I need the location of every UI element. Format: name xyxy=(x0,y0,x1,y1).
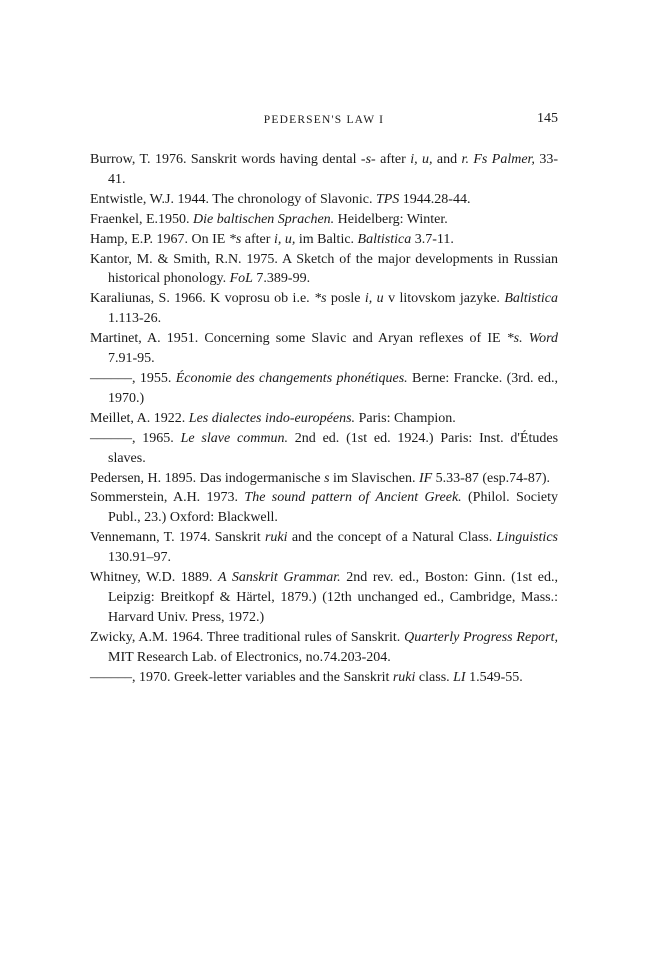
reference-italic-text: Le slave commun. xyxy=(180,430,288,446)
reference-italic-text: r. Fs Palmer, xyxy=(461,152,535,167)
reference-text: im Baltic. xyxy=(295,231,358,247)
reference-text: 1.549-55. xyxy=(465,669,523,685)
reference-entry xyxy=(90,329,558,369)
reference-text: ––––––, 1970. Greek-letter variables and the Sanskrit xyxy=(90,669,393,685)
reference-text: Sommerstein, A.H. 1973. xyxy=(90,490,245,506)
reference-text: 130.91–97. xyxy=(108,550,171,566)
reference-text: 7.91-95. xyxy=(108,351,155,367)
reference-text: Meillet, A. 1922. xyxy=(90,410,189,426)
reference-text: 1.113-26. xyxy=(108,311,162,327)
reference-entry xyxy=(90,429,558,469)
reference-italic-text: TPS xyxy=(375,191,400,207)
reference-text: 7.389-99. xyxy=(252,271,311,287)
reference-entry xyxy=(90,469,558,489)
reference-text: v litovskom jazyke. xyxy=(383,291,505,307)
reference-text: - after xyxy=(371,152,411,167)
reference-italic-text: Linguistics xyxy=(496,530,558,546)
reference-text: Whitney, W.D. 1889. xyxy=(90,570,218,586)
reference-italic-text: A Sanskrit Grammar. xyxy=(217,570,341,586)
page-number: 145 xyxy=(537,111,558,126)
reference-italic-text: s xyxy=(324,470,330,486)
reference-text: Burrow, T. 1976. Sanskrit words having dental - xyxy=(90,152,366,167)
reference-text: Martinet, A. 1951. Concerning some Slavic and Aryan reflexes of IE xyxy=(90,331,507,347)
reference-text: Fraenkel, E.1950. xyxy=(90,211,194,227)
reference-entry xyxy=(90,568,558,628)
reference-text: MIT Research Lab. of Electronics, no.74.203-204. xyxy=(108,649,391,665)
reference-italic-text: Quarterly Progress Report, xyxy=(404,629,558,645)
reference-entry xyxy=(90,289,558,329)
reference-text: posle xyxy=(326,291,365,307)
reference-text: and xyxy=(432,152,462,167)
reference-text: after xyxy=(241,231,274,247)
reference-entry xyxy=(90,409,558,429)
reference-text: Vennemann, T. 1974. Sanskrit xyxy=(90,530,265,546)
reference-entry xyxy=(90,628,558,668)
reference-list xyxy=(90,150,558,687)
reference-italic-text: LI xyxy=(453,669,466,685)
reference-entry xyxy=(90,210,558,230)
reference-italic-text: ruki xyxy=(264,530,288,546)
running-head: PEDERSEN'S LAW I xyxy=(263,114,385,126)
reference-entry xyxy=(90,528,558,568)
reference-italic-text: The sound pattern of Ancient Greek. xyxy=(244,490,462,506)
reference-italic-text: Économie des changements phonétiques. xyxy=(175,370,408,386)
reference-entry xyxy=(90,150,558,190)
reference-text: Berne: Francke. (3rd. ed., 1970.) xyxy=(108,370,559,406)
reference-italic-text: i, u, xyxy=(410,152,433,167)
reference-italic-text: Les dialectes indo-européens. xyxy=(188,410,356,426)
reference-text: Hamp, E.P. 1967. On IE xyxy=(90,231,229,247)
reference-text: 1944.28-44. xyxy=(399,191,471,207)
reference-text: Paris: Champion. xyxy=(355,410,456,426)
reference-italic-text: Baltistica xyxy=(504,291,558,307)
reference-italic-text: *s xyxy=(228,231,242,247)
reference-text: class. xyxy=(415,669,454,685)
reference-italic-text: Die baltischen Sprachen. xyxy=(193,211,335,227)
reference-text: 3.7-11. xyxy=(411,231,454,247)
reference-entry xyxy=(90,369,558,409)
reference-italic-text: FoL xyxy=(229,271,253,287)
reference-text: im Slavischen. xyxy=(329,470,419,486)
reference-italic-text: Baltistica xyxy=(357,231,412,247)
reference-italic-text: i, u, xyxy=(273,231,296,247)
reference-text: 33-41. xyxy=(108,152,559,187)
reference-text: and the concept of a Natural Class. xyxy=(287,530,497,546)
reference-italic-text: *s xyxy=(314,291,327,307)
reference-italic-text: IF xyxy=(418,470,433,486)
reference-text: ––––––, 1955. xyxy=(90,370,176,386)
reference-text: Karaliunas, S. 1966. K voprosu ob i.e. xyxy=(90,291,315,307)
reference-entry xyxy=(90,668,558,688)
reference-entry xyxy=(90,250,558,290)
reference-text: 5.33-87 (esp.74-87). xyxy=(432,470,550,486)
reference-text: Zwicky, A.M. 1964. Three traditional rules of Sanskrit. xyxy=(90,629,405,645)
reference-entry xyxy=(90,488,558,528)
page-header xyxy=(90,111,558,134)
reference-text: 2nd rev. ed., Boston: Ginn. (1st ed., Leipzig: Breitkopf & Härtel, 1879.) (12th unchanged ed., Cambridge, Mass.: Harvard Univ. Press, 1972.) xyxy=(108,570,558,625)
reference-text: Kantor, M. & Smith, R.N. 1975. A Sketch of the major developments in Russian historical phonology. xyxy=(90,251,558,287)
reference-entry xyxy=(90,230,558,250)
reference-text: Pedersen, H. 1895. Das indogermanische xyxy=(90,470,325,486)
reference-italic-text: s xyxy=(365,152,372,167)
reference-text: (Philol. Society Publ., 23.) Oxford: Blackwell. xyxy=(108,490,558,526)
reference-italic-text: *s. Word xyxy=(506,331,558,347)
reference-text: Entwistle, W.J. 1944. The chronology of Slavonic. xyxy=(90,191,376,207)
reference-text: 2nd ed. (1st ed. 1924.) Paris: Inst. d'Études slaves. xyxy=(108,430,559,466)
reference-text: ––––––, 1965. xyxy=(90,430,181,446)
reference-italic-text: i, u xyxy=(364,291,384,307)
reference-text: Heidelberg: Winter. xyxy=(334,211,448,227)
reference-entry xyxy=(90,190,558,210)
reference-italic-text: ruki xyxy=(392,669,416,685)
